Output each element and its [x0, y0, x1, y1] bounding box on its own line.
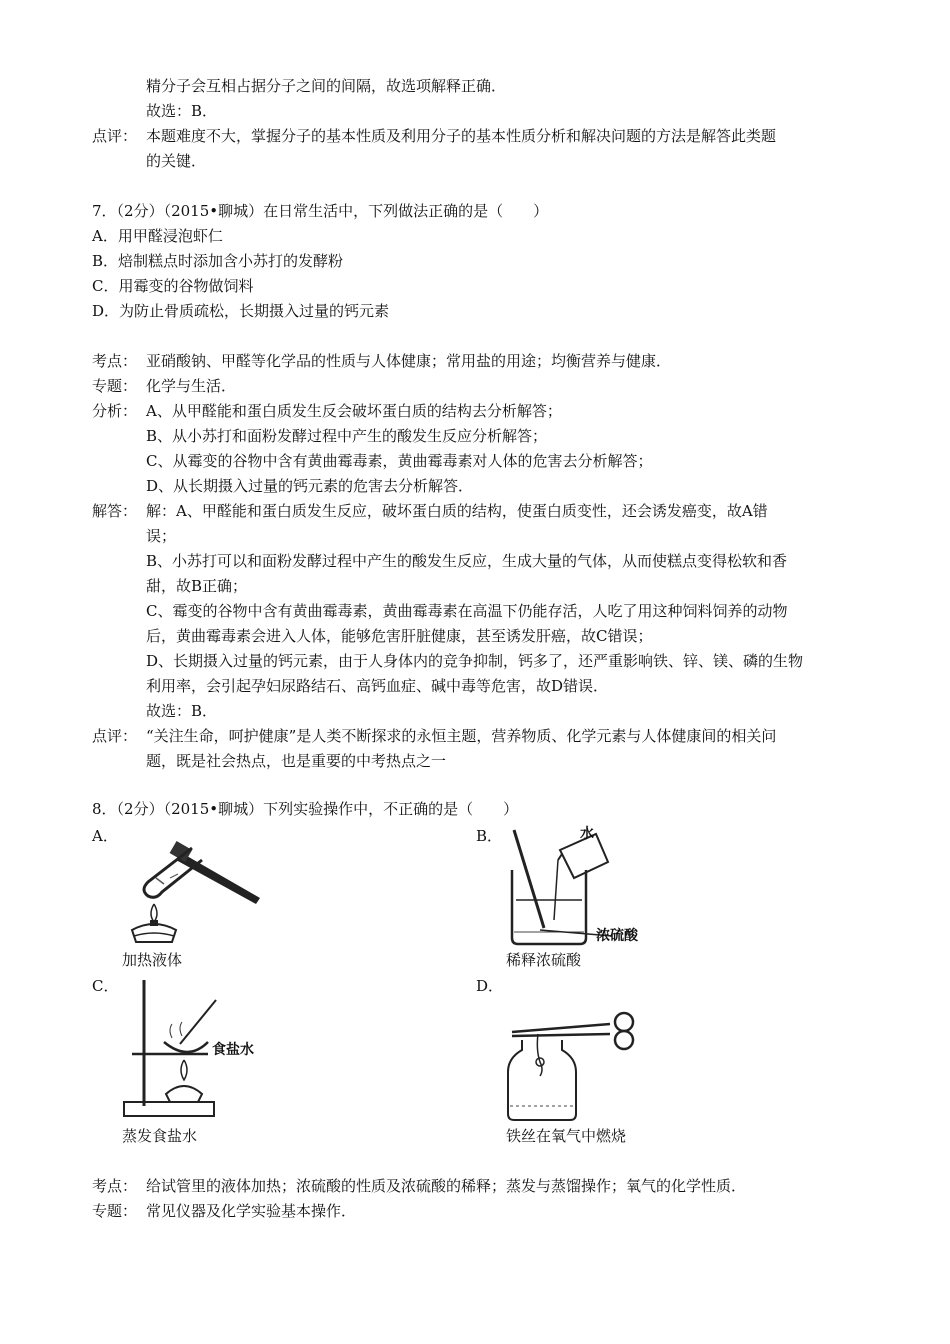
prev-review-line-2: 的关键． — [146, 152, 207, 170]
q7-jieda-line: 后，黄曲霉毒素会进入人体，能够危害肝脏健康，甚至诱发肝癌，故C错误； — [146, 627, 653, 645]
q7-jieda-line: 甜，故B正确； — [146, 577, 248, 595]
q7-jieda-label: 解答： — [92, 502, 138, 520]
q8-option-c-letter: C． — [92, 977, 119, 995]
q7-jieda-line: 利用率，会引起孕妇尿路结石、高钙血症、碱中毒等危害，故D错误． — [146, 677, 609, 695]
q7-zhuanti-label: 专题： — [92, 377, 138, 395]
prev-answer: 故选：B． — [146, 102, 218, 120]
heating-liquid-figure — [110, 838, 270, 948]
q8-option-d-caption: 铁丝在氧气中燃烧 — [506, 1127, 627, 1145]
q7-option-a: A．用甲醛浸泡虾仁 — [92, 227, 223, 245]
q7-kaodian: 亚硝酸钠、甲醛等化学品的性质与人体健康；常用盐的用途；均衡营养与健康． — [146, 352, 672, 370]
q8-option-d-letter: D． — [476, 977, 504, 995]
q8-stem: 8．（2分）（2015•聊城）下列实验操作中，不正确的是（ ） — [92, 800, 519, 818]
q7-jieda-line: 误； — [146, 527, 177, 545]
q7-jieda-line: D、长期摄入过量的钙元素，由于人身体内的竞争抑制，钙多了，还严重影响铁、锌、镁、磷的生物 — [146, 652, 804, 670]
q8-option-b-letter: B． — [476, 827, 503, 845]
q7-stem: 7．（2分）（2015•聊城）在日常生活中，下列做法正确的是（ ） — [92, 202, 549, 220]
evaporation-figure — [118, 978, 218, 1122]
q7-option-d: D．为防止骨质疏松，长期摄入过量的钙元素 — [92, 302, 390, 320]
q8-zhuanti-label: 专题： — [92, 1202, 138, 1220]
prev-review-line-1: 本题难度不大，掌握分子的基本性质及利用分子的基本性质分析和解决问题的方法是解答此类题 — [146, 127, 777, 145]
q8-option-b-caption: 稀释浓硫酸 — [506, 951, 582, 969]
q7-fenxi-line: D、从长期摄入过量的钙元素的危害去分析解答． — [146, 477, 474, 495]
q7-jieda-line: 解：A、甲醛能和蛋白质发生反应，破坏蛋白质的结构，使蛋白质变性，还会诱发癌变，故A错 — [146, 502, 768, 520]
q8-zhuanti: 常见仪器及化学实验基本操作． — [146, 1202, 357, 1220]
q7-option-b: B．焙制糕点时添加含小苏打的发酵粉 — [92, 252, 344, 270]
q8-option-a-caption: 加热液体 — [122, 951, 183, 969]
q7-fenxi-label: 分析： — [92, 402, 138, 420]
q7-jieda-line: B、小苏打可以和面粉发酵过程中产生的酸发生反应，生成大量的气体，从而使糕点变得松软和香 — [146, 552, 788, 570]
q8-option-c-caption: 蒸发食盐水 — [122, 1127, 198, 1145]
q7-zhuanti: 化学与生活． — [146, 377, 237, 395]
q7-dianping-line: “关注生命，呵护健康”是人类不断探求的永恒主题，营养物质、化学元素与人体健康间的相关问 — [146, 727, 777, 745]
q8-kaodian-label: 考点： — [92, 1177, 138, 1195]
q7-fenxi-line: B、从小苏打和面粉发酵过程中产生的酸发生反应分析解答； — [146, 427, 548, 445]
iron-wire-burning-figure — [500, 1010, 660, 1122]
prev-review-label: 点评： — [92, 127, 138, 145]
q8-option-a-letter: A． — [92, 827, 118, 845]
q8-kaodian: 给试管里的液体加热；浓硫酸的性质及浓硫酸的稀释；蒸发与蒸馏操作；氧气的化学性质． — [146, 1177, 747, 1195]
q7-dianping-line: 题，既是社会热点，也是重要的中考热点之一 — [146, 752, 447, 770]
q7-jieda-line: C、霉变的谷物中含有黄曲霉毒素，黄曲霉毒素在高温下仍能存活，人吃了用这种饲料饲养的动物 — [146, 602, 788, 620]
q7-fenxi-line: C、从霉变的谷物中含有黄曲霉毒素，黄曲霉毒素对人体的危害去分析解答； — [146, 452, 653, 470]
prev-continuation: 精分子会互相占据分子之间的间隔，故选项解释正确． — [146, 77, 507, 95]
q7-option-c: C．用霉变的谷物做饲料 — [92, 277, 254, 295]
q8-b-label-water: 水 — [580, 826, 594, 842]
q8-b-label-acid: 浓硫酸 — [596, 928, 638, 944]
q7-kaodian-label: 考点： — [92, 352, 138, 370]
q7-fenxi-line: A、从甲醛能和蛋白质发生反会破坏蛋白质的结构去分析解答； — [146, 402, 562, 420]
q7-jieda-line: 故选：B． — [146, 702, 218, 720]
q8-c-label-salt-water: 食盐水 — [212, 1042, 254, 1058]
q7-dianping-label: 点评： — [92, 727, 138, 745]
